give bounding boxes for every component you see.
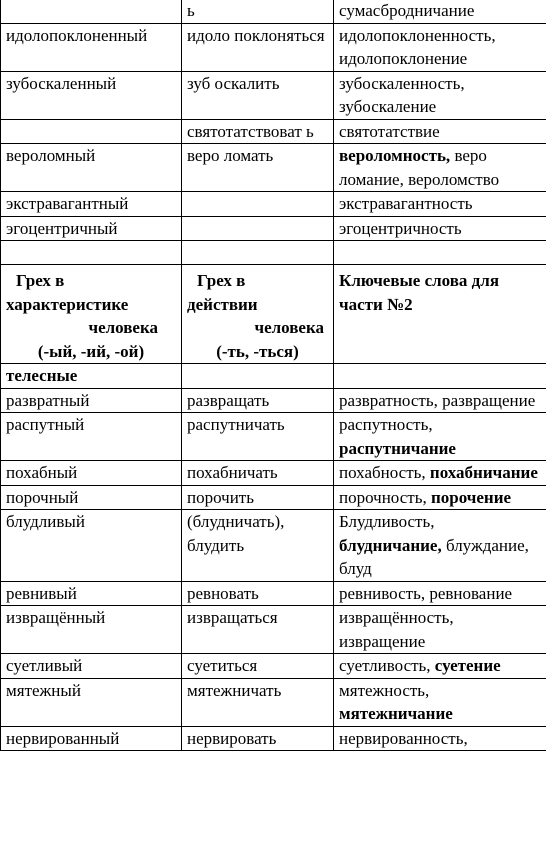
keyword-text: сумасбродничание: [339, 1, 475, 20]
keyword-text: развратность, развращение: [339, 390, 536, 410]
header-row: [1, 265, 546, 364]
table-row: [1, 23, 546, 71]
table-row: [1, 510, 546, 582]
keyword-text: похабность,: [339, 463, 430, 482]
keyword-text: экстравагантность: [339, 194, 473, 213]
cell-keywords: [334, 388, 546, 413]
cell-adjective: мятежный: [1, 678, 182, 726]
cell-adjective: порочный: [1, 485, 182, 510]
cell-adjective: экстравагантный: [1, 192, 182, 217]
table-row: [1, 71, 546, 119]
table-row: [1, 388, 546, 413]
cell-verb: суетиться: [182, 654, 334, 679]
cell-adjective: суетливый: [1, 654, 182, 679]
keyword-bold: мятежничание: [339, 704, 453, 723]
cell-verb: идоло поклоняться: [182, 23, 334, 71]
keyword-bold: суетение: [434, 656, 501, 675]
keyword-text: Блудливость,: [339, 512, 435, 531]
keyword-bold: распутничание: [339, 438, 456, 458]
table-row: [1, 144, 546, 192]
table-row: [1, 606, 546, 654]
cell-verb: [182, 192, 334, 217]
table-row: [1, 0, 546, 23]
cell-verb: ь: [182, 0, 334, 23]
keyword-text: мятежность,: [339, 680, 430, 700]
cell-adjective: вероломный: [1, 144, 182, 192]
cell-keywords: [334, 485, 546, 510]
cell-keywords: [334, 216, 546, 241]
cell-verb: похабничать: [182, 461, 334, 486]
cell-keywords: [334, 726, 546, 751]
header-cell-keywords: Ключевые слова для части №2: [334, 265, 546, 364]
cell-adjective: извращённый: [1, 606, 182, 654]
keyword-text: извращённость, извращение: [339, 608, 454, 651]
cell-verb: ревновать: [182, 581, 334, 606]
keyword-text: эгоцентричность: [339, 218, 462, 238]
keyword-bold: блудничание,: [339, 535, 442, 555]
cell-adjective: идолопоклоненный: [1, 23, 182, 71]
cell-keywords: [334, 192, 546, 217]
keyword-bold: порочение: [430, 487, 512, 507]
table-row: [1, 119, 546, 144]
table-row: [1, 726, 546, 751]
section-row: [1, 364, 546, 389]
cell-verb: святотатствоват ь: [182, 119, 334, 144]
empty-row: [1, 241, 546, 265]
keyword-text: веро ломание, вероломство: [339, 146, 500, 189]
cell-keywords: [334, 606, 546, 654]
table-row: [1, 581, 546, 606]
cell-keywords: [334, 581, 546, 606]
table-row: [1, 216, 546, 241]
section-label: телесные: [1, 364, 182, 389]
cell-verb: [182, 216, 334, 241]
keyword-text: святотатствие: [339, 121, 440, 141]
cell-keywords: [334, 461, 546, 486]
cell-keywords: [334, 678, 546, 726]
cell-verb: веро ломать: [182, 144, 334, 192]
table-header-section: [1, 241, 546, 389]
table-row: [1, 654, 546, 679]
table-row: [1, 192, 546, 217]
keyword-text: суетливость,: [339, 656, 435, 675]
cell-verb: развращать: [182, 388, 334, 413]
keyword-bold: вероломность,: [339, 146, 451, 165]
cell-adjective: зубоскаленный: [1, 71, 182, 119]
cell-adjective: распутный: [1, 413, 182, 461]
table-row: [1, 461, 546, 486]
cell-verb: нервировать: [182, 726, 334, 751]
header-cell-verb: Грех в действии человека (-ть, -ться): [182, 265, 334, 364]
keyword-bold: похабничание: [429, 463, 538, 482]
table-bottom-section: [1, 388, 546, 751]
cell-verb: (блудничать), блудить: [182, 510, 334, 582]
cell-keywords: [334, 0, 546, 23]
cell-keywords: [334, 654, 546, 679]
cell-keywords: [334, 413, 546, 461]
cell-verb: распутничать: [182, 413, 334, 461]
cell-keywords: [334, 144, 546, 192]
cell-keywords: [334, 71, 546, 119]
table-row: [1, 485, 546, 510]
cell-keywords: [334, 510, 546, 582]
keyword-text: зубоскаленность, зубоскаление: [339, 73, 465, 116]
cell-adjective: похабный: [1, 461, 182, 486]
cell-verb: мятежничать: [182, 678, 334, 726]
cell-verb: извращаться: [182, 606, 334, 654]
cell-adjective: блудливый: [1, 510, 182, 582]
keyword-text: идолопоклоненность, идолопоклонение: [339, 25, 496, 68]
cell-verb: порочить: [182, 485, 334, 510]
cell-adjective: [1, 0, 182, 23]
keyword-text: порочность,: [339, 487, 431, 507]
cell-keywords: [334, 23, 546, 71]
header-cell-adjective: Грех в характеристике человека (-ый, -ий, -ой): [1, 265, 182, 364]
cell-adjective: ревнивый: [1, 581, 182, 606]
cell-verb: зуб оскалить: [182, 71, 334, 119]
cell-adjective: нервированный: [1, 726, 182, 751]
cell-keywords: [334, 119, 546, 144]
cell-adjective: эгоцентричный: [1, 216, 182, 241]
cell-adjective: развратный: [1, 388, 182, 413]
keyword-text: ревнивость, ревнование: [339, 583, 513, 603]
keyword-text: нервированность,: [339, 728, 468, 748]
keyword-text: распутность,: [339, 415, 433, 434]
table-row: [1, 413, 546, 461]
cell-adjective: [1, 119, 182, 144]
table-top-section: [1, 0, 546, 241]
keyword-text: блуждание, блуд: [339, 535, 529, 578]
table-row: [1, 678, 546, 726]
